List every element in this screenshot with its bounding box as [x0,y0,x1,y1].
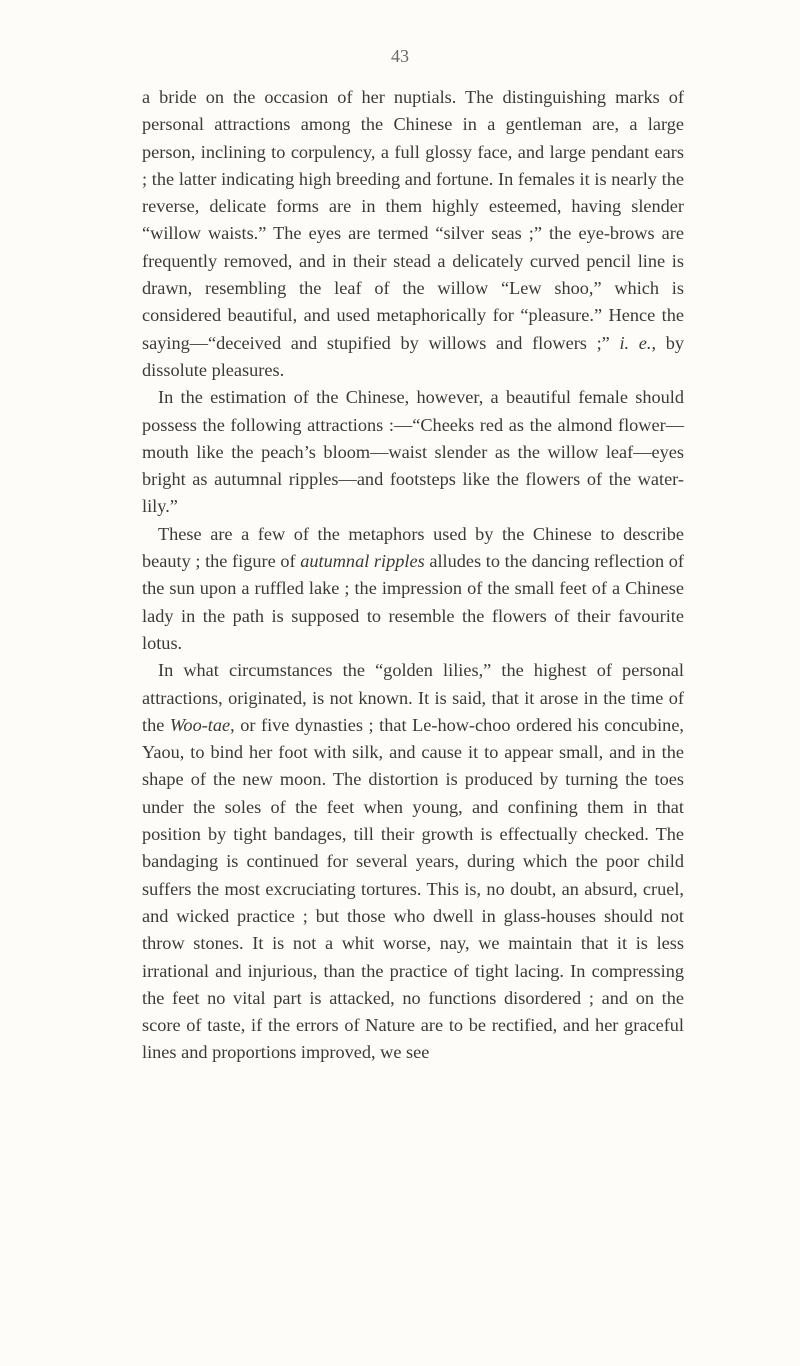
paragraph-text: , or five dynasties ; that Le-how-choo ordered his concubine, Yaou, to bind her foot with silk, and cause it to appear small, and in the shape of the new moon. The distortion is produced by turning the toes under the soles of the feet when young, and confining them in that position by tight bandages, till their growth is effectually checked. The bandaging is continued for several years, during which the poor child suffers the most excruciating tortures. This is, no doubt, an absurd, cruel, and wicked practice ; but those who dwell in glass-houses should not throw stones. It is not a whit worse, nay, we maintain that it is less irrational and injurious, than the practice of tight lacing. In compressing the feet no vital part is attacked, no functions disordered ; and on the score of taste, if the errors of Nature are to be rectified, and her graceful lines and proportions improved, we see [142,714,685,1063]
paragraph-text: In the estimation of the Chinese, however, a beautiful female should possess the following attractions :—“Cheeks red as the almond flower—mouth like the peach’s bloom—waist slender as the willow leaf—eyes bright as autumnal ripples—and footsteps like the flowers of the water-lily.” [142,387,684,517]
paragraph-text: These are a few of the metaphors used by the Chinese to describe beauty ; the figure of [142,523,684,572]
paragraph [142,657,684,1066]
italic-text: autumnal ripples [300,551,425,572]
paragraph-text: , by dissolute pleasures. [142,332,685,380]
paragraph-text: In what circumstances the “golden lilies,” the highest of personal attractions, originated, is not known. It is said, that it arose in the time of the [142,660,684,735]
body-text [142,84,684,1067]
page-number: 43 [391,46,409,66]
italic-text: Woo-tae [169,714,231,735]
paragraph-text: alludes to the dancing reflection of the sun upon a ruffled lake ; the impression of the small feet of a Chinese lady in the path is supposed to resemble the flowers of their favourite lotus. [142,551,684,653]
paragraph-text: a bride on the occasion of her nuptials. The distinguishing marks of personal attractions among the Chinese in a gentleman are, a large person, inclining to corpulency, a full glossy face, and large pendant ears ; the latter indicating high breeding and fortune. In females it is nearly the reverse, delicate forms are in them highly esteemed, having slender “willow waists.” The eyes are termed “silver seas ;” the eye-brows are frequently removed, and in their stead a delicately curved pencil line is drawn, resembling the leaf of the willow “Lew shoo,” which is considered beautiful, and used metaphorically for “pleasure.” Hence the saying—“deceived and stupified by willows and flowers ;” [142,87,684,353]
paragraph [142,521,684,657]
italic-text: i. e. [619,332,652,353]
paragraph [142,84,684,384]
paragraph [142,384,684,520]
